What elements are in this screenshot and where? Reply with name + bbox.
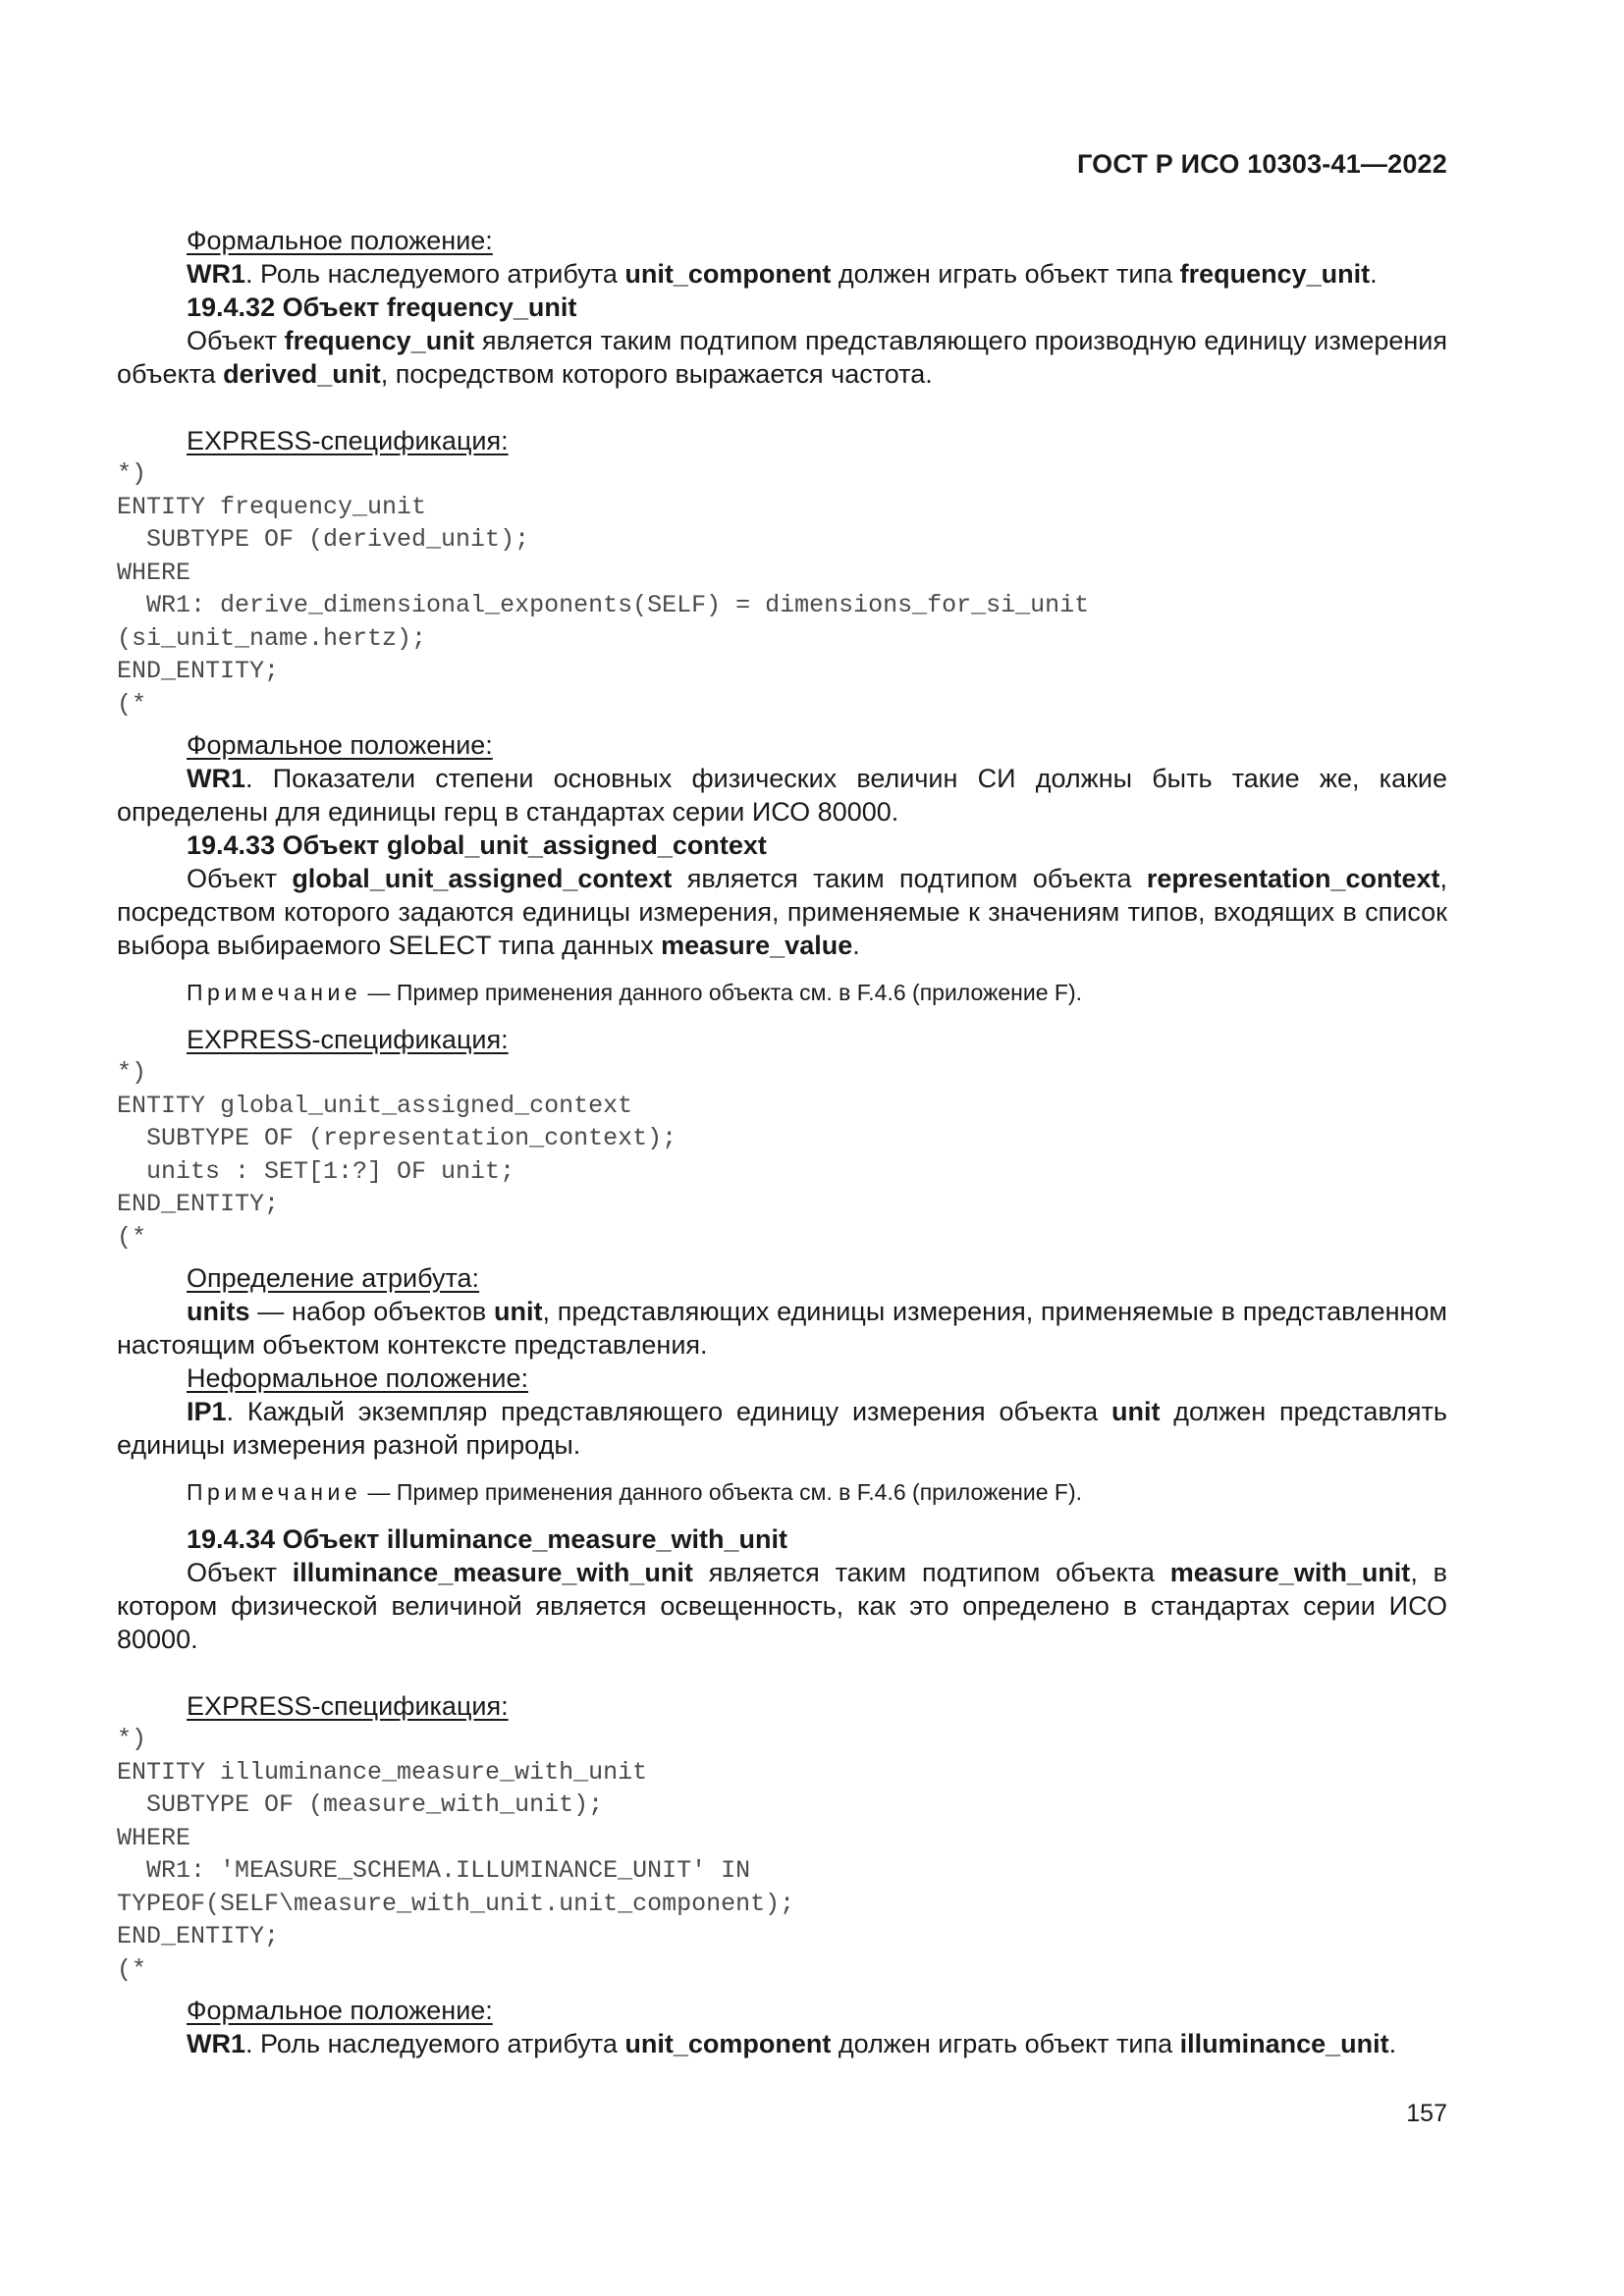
text: Объект <box>187 326 285 355</box>
section-description <box>117 324 1447 391</box>
attribute-definition-units <box>117 1295 1447 1362</box>
attribute-ref: unit_component <box>624 2029 832 2058</box>
text: , посредством которого выражается частота. <box>380 359 933 389</box>
formal-proposition-label: Формальное положение: <box>187 1996 493 2025</box>
text: . <box>1388 2029 1397 2058</box>
express-code-block: *) ENTITY global_unit_assigned_context SUBTYPE OF (representation_context); units : SET[1:?] OF unit; END_ENTITY; (* <box>117 1058 677 1252</box>
express-code-block: *) ENTITY frequency_unit SUBTYPE OF (derived_unit); WHERE WR1: derive_dimensional_exponents(SELF) = dimensions_for_si_unit (si_unit_name.hertz); END_ENTITY; (* <box>117 459 1090 719</box>
entity-ref: representation_context <box>1146 864 1440 893</box>
entity-ref: illuminance_unit <box>1179 2029 1389 2058</box>
formal-proposition-label: Формальное положение: <box>187 226 493 255</box>
express-code-block: *) ENTITY illuminance_measure_with_unit SUBTYPE OF (measure_with_unit); WHERE WR1: 'MEASURE_SCHEMA.ILLUMINANCE_UNIT' IN TYPEOF(SELF\measure_with_unit.unit_component); END_ENTITY; (* <box>117 1725 795 1984</box>
section-heading-19-4-32: 19.4.32 Объект frequency_unit <box>187 293 577 322</box>
entity-ref: unit <box>1110 1397 1161 1426</box>
attribute-ref: unit_component <box>624 259 832 289</box>
entity-ref: global_unit_assigned_context <box>292 864 673 893</box>
type-ref: measure_value <box>661 931 853 960</box>
section-description <box>117 1556 1447 1656</box>
text: , в котором физической величиной является освещенность, как это определено в стандартах серии ИСО 80000. <box>117 1558 1447 1654</box>
express-spec-label: EXPRESS-спецификация: <box>187 426 509 455</box>
rule-id: IP1 <box>187 1397 227 1426</box>
attribute-definition-label: Определение атрибута: <box>187 1263 480 1293</box>
express-spec-label: EXPRESS-спецификация: <box>187 1691 509 1721</box>
text: . Каждый экземпляр представляющего единицу измерения объекта <box>226 1397 1111 1426</box>
text: . <box>1370 259 1378 289</box>
informal-rule-ip1 <box>117 1395 1447 1462</box>
note-text: — Пример применения данного объекта см. в F.4.6 (приложение F). <box>361 1479 1083 1505</box>
entity-ref: frequency_unit <box>1179 259 1371 289</box>
entity-ref: illuminance_measure_with_unit <box>292 1558 693 1587</box>
text: должен представлять единицы измерения разной природы. <box>117 1397 1447 1460</box>
formal-rule-wr1 <box>117 762 1447 828</box>
page-content <box>117 224 1447 2060</box>
entity-ref: measure_with_unit <box>1169 1558 1411 1587</box>
section-heading-19-4-34: 19.4.34 Объект illuminance_measure_with_unit <box>187 1524 787 1554</box>
formal-rule-wr1 <box>117 2027 1447 2060</box>
text: должен играть объект типа <box>831 259 1180 289</box>
entity-ref: derived_unit <box>223 359 381 389</box>
text: . Показатели степени основных физических величин СИ должны быть такие же, какие определены для единицы герц в стандартах серии ИСО 80000. <box>117 764 1447 827</box>
text: является таким подтипом объекта <box>672 864 1147 893</box>
text: должен играть объект типа <box>831 2029 1180 2058</box>
text: , представляющих единицы измерения, применяемые в представленном настоящим объектом контексте представления. <box>117 1297 1447 1360</box>
text: — набор объектов <box>249 1297 495 1326</box>
text: , посредством которого задаются единицы измерения, применяемые к значениям типов, входящих в список выбора выбираемого SELECT типа данных <box>117 864 1447 960</box>
formal-proposition-label: Формальное положение: <box>187 730 493 760</box>
note <box>187 1475 1447 1509</box>
text: Объект <box>187 1558 293 1587</box>
text: . Роль наследуемого атрибута <box>245 259 625 289</box>
note-label: Примечание <box>187 1479 362 1505</box>
informal-proposition-label: Неформальное положение: <box>187 1363 529 1393</box>
note <box>187 976 1447 1009</box>
page-number: 157 <box>1406 2100 1447 2127</box>
text: Объект <box>187 864 293 893</box>
rule-id: WR1 <box>187 764 245 793</box>
entity-ref: frequency_unit <box>284 326 475 355</box>
text: . <box>852 931 860 960</box>
section-description <box>117 862 1447 962</box>
rule-id: WR1 <box>187 259 245 289</box>
attribute-ref: units <box>187 1297 250 1326</box>
text: является таким подтипом объекта <box>692 1558 1170 1587</box>
note-text: — Пример применения данного объекта см. в F.4.6 (приложение F). <box>361 980 1083 1005</box>
express-spec-label: EXPRESS-спецификация: <box>187 1025 509 1054</box>
entity-ref: unit <box>494 1297 543 1326</box>
text: . Роль наследуемого атрибута <box>245 2029 625 2058</box>
formal-rule-wr1 <box>117 257 1447 291</box>
text: является таким подтипом представляющего производную единицу измерения объекта <box>117 326 1447 389</box>
rule-id: WR1 <box>187 2029 245 2058</box>
note-label: Примечание <box>187 980 362 1005</box>
section-heading-19-4-33: 19.4.33 Объект global_unit_assigned_context <box>187 830 767 860</box>
document-header: ГОСТ Р ИСО 10303-41—2022 <box>1077 149 1447 179</box>
